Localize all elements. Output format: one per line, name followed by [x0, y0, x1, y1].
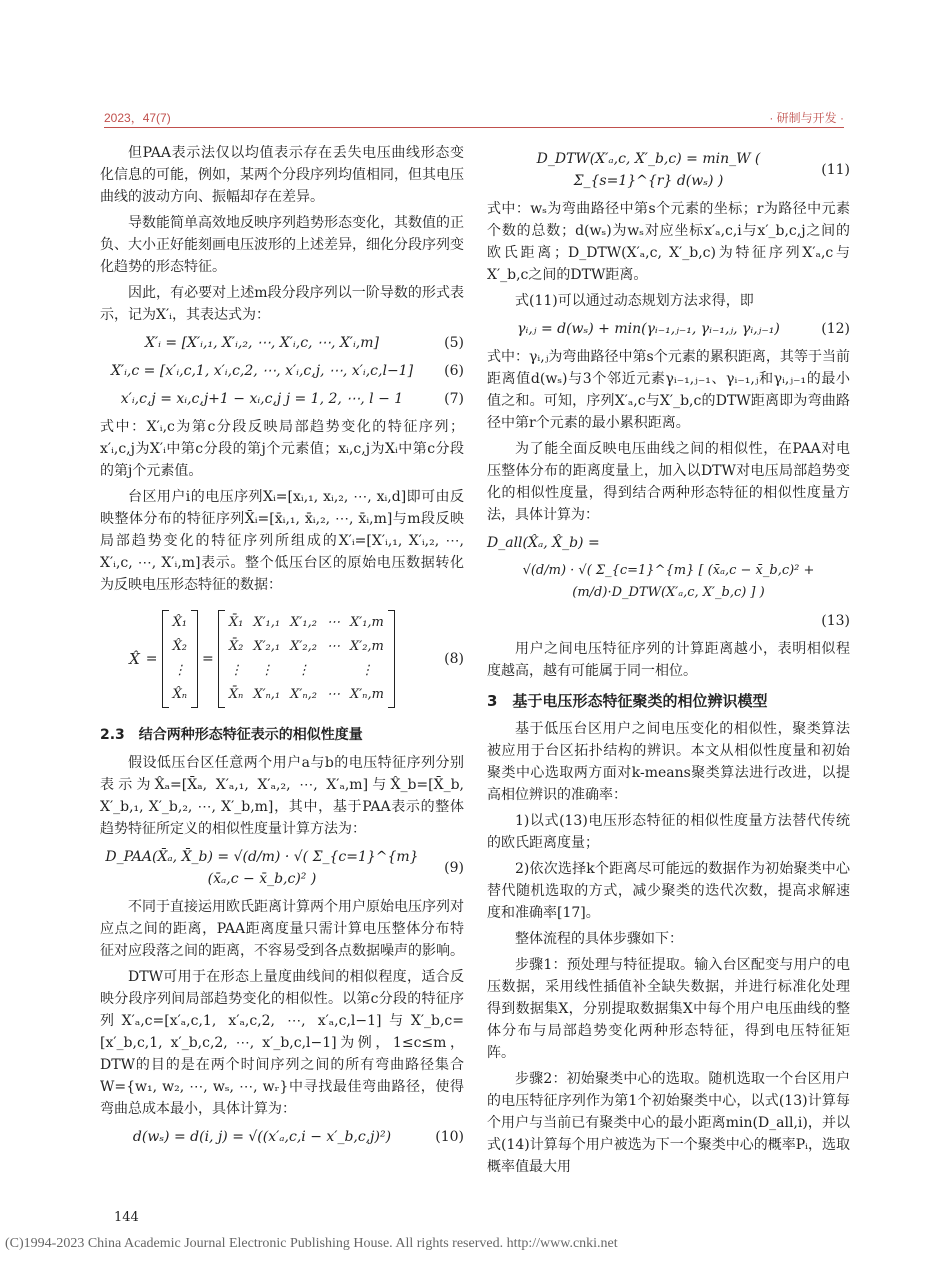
- equation-5: X′ᵢ = [X′ᵢ,₁, X′ᵢ,₂, ⋯, X′ᵢ,c, ⋯, X′ᵢ,m] (5): [144, 335, 464, 351]
- paragraph: DTW可用于在形态上量度曲线间的相似程度，适合反映分段序列间局部趋势变化的相似性。以第c分段的特征序列X′ₐ,c=[x′ₐ,c,1, x′ₐ,c,2, ⋯, x′ₐ,c,l−1]与X′_b,c=[x′_b,c,1, x′_b,c,2, ⋯, x′_b,c,l−1]为例，1≤c≤m，DTW的目的是在两个时间序列之间的所有弯曲路径集合W={w₁, w₂, ⋯, wₛ, ⋯, wᵣ}中寻找最佳弯曲路径，使得弯曲总成本最小，具体计算为：: [100, 969, 464, 1117]
- paragraph: 式中：γᵢ,ⱼ为弯曲路径中第s个元素的累积距离，其等于当前距离值d(wₛ)与3个邻近元素γᵢ₋₁,ⱼ₋₁、γᵢ₋₁,ⱼ和γᵢ,ⱼ₋₁的最小值之和。可知，序列X′ₐ,c与X′_b,c的DTW距离即为弯曲路径中第r个元素的最小累积距离。: [487, 349, 850, 431]
- section-heading-3: 3 基于电压形态特征聚类的相位辨识模型: [487, 692, 768, 710]
- equation-12: γᵢ,ⱼ = d(wₛ) + min(γᵢ₋₁,ⱼ₋₁, γᵢ₋₁,ⱼ, γᵢ,ⱼ₋₁) (12): [517, 321, 850, 337]
- equation-13-number: (13): [821, 613, 850, 629]
- paragraph: 用户之间电压特征序列的计算距离越小，表明相似程度越高，越有可能属于同一相位。: [487, 641, 850, 679]
- paragraph: 为了能全面反映电压曲线之间的相似性，在PAA对电压整体分布的距离度量上，加入以DTW对电压局部趋势变化的相似性度量，得到结合两种形态特征的相似性度量方法，具体计算为：: [487, 441, 850, 523]
- paragraph: 步骤1：预处理与特征提取。输入台区配变与用户的电压数据，采用线性插值补全缺失数据，并进行标准化处理得到数据集X，分别提取数据集X中每个用户电压曲线的整体分布与局部趋势变化两种形态特征，得到电压特征矩阵。: [487, 957, 850, 1061]
- paragraph: 式中：wₛ为弯曲路径中第s个元素的坐标；r为路径中元素个数的总数；d(wₛ)为wₛ对应坐标x′ₐ,c,i与x′_b,c,j之间的欧氏距离；D_DTW(X′ₐ,c, X′_b,c)为特征序列X′ₐ,c与X′_b,c之间的DTW距离。: [487, 201, 850, 283]
- paragraph: 2)依次选择k个距离尽可能远的数据作为初始聚类中心替代随机选取的方式，减少聚类的迭代次数，提高求解速度和准确率[17]。: [487, 861, 850, 921]
- equation-11: D_DTW(X′ₐ,c, X′_b,c) = min_W ( Σ_{s=1}^{r} d(wₛ) ) (11): [536, 151, 850, 189]
- section-label: · 研制与开发 ·: [769, 111, 844, 125]
- equation-6: X′ᵢ,c = [x′ᵢ,c,1, x′ᵢ,c,2, ⋯, x′ᵢ,c,j, ⋯, x′ᵢ,c,l−1] (6): [110, 363, 464, 379]
- paragraph: 台区用户i的电压序列Xᵢ=[xᵢ,₁, xᵢ,₂, ⋯, xᵢ,d]即可由反映整体分布的特征序列X̄ᵢ=[x̄ᵢ,₁, x̄ᵢ,₂, ⋯, x̄ᵢ,m]与m段反映局部趋势变化的特征序列所组成的X′ᵢ=[X′ᵢ,₁, X′ᵢ,₂, ⋯, X′ᵢ,c, ⋯, X′ᵢ,m]表示。整个低压台区的原始电压数据转化为反映电压形态特征的数据：: [100, 489, 464, 593]
- equation-13-lhs: D_all(X̂ₐ, X̂_b) =: [487, 535, 600, 551]
- paragraph: 因此，有必要对上述m段分段序列以一阶导数的形式表示，记为X′ᵢ，其表达式为：: [100, 285, 464, 323]
- paragraph: 式中：X′ᵢ,c为第c分段反映局部趋势变化的特征序列；x′ᵢ,c,j为X′ᵢ中第c分段的第j个元素值；xᵢ,c,j为Xᵢ中第c分段的第j个元素值。: [100, 419, 464, 479]
- paragraph: 导数能简单高效地反映序列趋势形态变化，其数值的正负、大小正好能刻画电压波形的上述差异，细化分段序列变化趋势的形态特征。: [100, 215, 464, 275]
- paragraph: 式(11)可以通过动态规划方法求得，即: [515, 293, 754, 309]
- equation-9: D_PAA(X̄ₐ, X̄_b) = √(d/m) · √( Σ_{c=1}^{m} (x̄ₐ,c − x̄_b,c)² ) (9): [105, 849, 464, 887]
- header-rule: [104, 127, 844, 128]
- page-number: 144: [114, 1210, 139, 1225]
- paragraph: 假设低压台区任意两个用户a与b的电压特征序列分别表示为X̂ₐ=[X̄ₐ, X′ₐ,₁, X′ₐ,₂, ⋯, X′ₐ,m]与X̂_b=[X̄_b, X′_b,₁, X′_b,₂, ⋯, X′_b,m]，其中，基于PAA表示的整体趋势特征所定义的相似性度量计算方法为：: [100, 755, 464, 837]
- equation-8: X̂ = X̂₁ X̂₂ ⋮ X̂ₙ = X̄₁ X′₁,₁ X′₁,₂ ⋯ X′₁,m X̄₂ X′₂,₁ X′₂,₂ ⋯ X′₂,m ⋮ ⋮ ⋮ ⋮ X̄ₙ X′ₙ,₁ X′ₙ,₂ ⋯ X′ₙ,m (8): [100, 602, 464, 716]
- equation-13-rhs: √(d/m) · √( Σ_{c=1}^{m} [ (x̄ₐ,c − x̄_b,c)² + (m/d)·D_DTW(X′ₐ,c, X′_b,c) ] ): [522, 563, 815, 600]
- paragraph: 步骤2：初始聚类中心的选取。随机选取一个台区用户的电压特征序列作为第1个初始聚类中心，以式(13)计算每个用户与当前已有聚类中心的最小距离min(D_all,i)，并以式(14)计算每个用户被选为下一个聚类中心的概率Pᵢ，选取概率值最大用: [487, 1071, 850, 1175]
- section-heading-2-3: 2.3 结合两种形态特征表示的相似性度量: [100, 727, 363, 743]
- journal-issue: 2023，47(7): [104, 111, 171, 125]
- paragraph: 整体流程的具体步骤如下：: [515, 931, 683, 947]
- paragraph: 基于低压台区用户之间电压变化的相似性，聚类算法被应用于台区拓扑结构的辨识。本文从相似性度量和初始聚类中心选取两方面对k-means聚类算法进行改进，以提高相位辨识的准确率：: [487, 721, 850, 803]
- left-column: [100, 142, 464, 1154]
- equation-10: d(wₛ) = d(i, j) = √((x′ₐ,c,i − x′_b,c,j)²) (10): [132, 1129, 464, 1145]
- paragraph: 1)以式(13)电压形态特征的相似性度量方法替代传统的欧氏距离度量；: [487, 813, 850, 851]
- paragraph: 但PAA表示法仅以均值表示存在丢失电压曲线形态变化信息的可能，例如，某两个分段序列均值相同，但其电压曲线的波动方向、振幅却存在差异。: [100, 145, 464, 205]
- paragraph: 不同于直接运用欧氏距离计算两个用户原始电压序列对应点之间的距离，PAA距离度量只需计算电压整体分布特征对应段落之间的距离，不容易受到各点数据噪声的影响。: [100, 899, 464, 959]
- copyright-footer: (C)1994-2023 China Academic Journal Electronic Publishing House. All rights reserved. http://www.cnki.net: [5, 1236, 618, 1251]
- equation-7: x′ᵢ,c,j = xᵢ,c,j+1 − xᵢ,c,j j = 1, 2, ⋯, l − 1 (7): [120, 391, 464, 407]
- matrix-column: X̂₁ X̂₂ ⋮ X̂ₙ: [172, 615, 188, 702]
- matrix-body: X̄₁ X′₁,₁ X′₁,₂ ⋯ X′₁,m X̄₂ X′₂,₁ X′₂,₂ ⋯ X′₂,m ⋮ ⋮ ⋮ ⋮ X̄ₙ X′ₙ,₁ X′ₙ,₂ ⋯ X′ₙ,m: [228, 615, 384, 702]
- right-column: [487, 142, 850, 1182]
- matrix-lhs: X̂: [129, 650, 140, 668]
